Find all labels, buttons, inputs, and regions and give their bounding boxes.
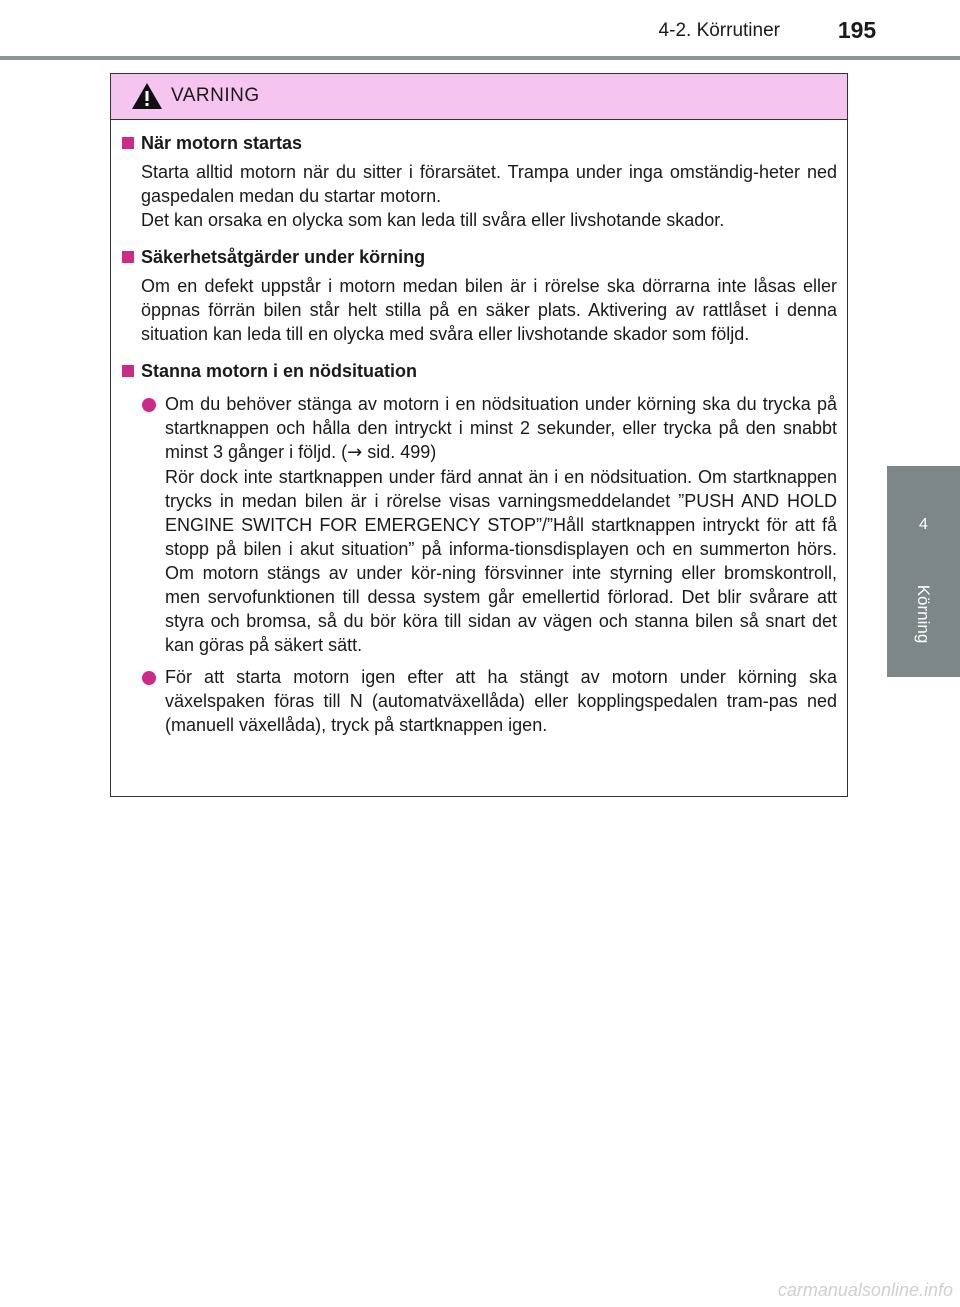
chapter-side-tab [887, 466, 960, 677]
warning-triangle-icon [131, 82, 163, 110]
list-item [121, 392, 837, 657]
paragraph [165, 392, 837, 465]
section-heading-text: När motorn startas [141, 133, 303, 153]
square-bullet-icon [122, 251, 134, 263]
section-heading [121, 244, 837, 270]
list-item [121, 665, 837, 737]
circle-bullet-icon [142, 398, 156, 412]
paragraph: Om en defekt uppstår i motorn medan bilen är i rörelse ska dörrarna inte låsas eller öppnas förrän bilen står helt stilla på en säker plats. Aktivering av rattlåset i denna situation kan leda till en olycka med svåra eller livshotande skador som följd. [141, 276, 837, 344]
arrow-right-icon: → [347, 442, 363, 463]
paragraph: Starta alltid motorn när du sitter i förarsätet. Trampa under inga omständig-heter ned gaspedalen medan du startar motorn. [141, 162, 837, 206]
page-reference: sid. 499) [362, 442, 437, 462]
paragraph: Det kan orsaka en olycka som kan leda till svåra eller livshotande skador. [141, 210, 725, 230]
circle-bullet-icon [142, 671, 156, 685]
section-heading-text: Stanna motorn i en nödsituation [141, 361, 417, 381]
square-bullet-icon [122, 137, 134, 149]
header-section-title: 4-2. Körrutiner [658, 20, 780, 41]
section-heading-text: Säkerhetsåtgärder under körning [141, 247, 426, 267]
section-heading [121, 130, 837, 156]
warning-header [111, 74, 847, 120]
bullet-text: Om du behöver stänga av motorn i en nödsituation under körning ska du trycka på startknappen och hålla den intryckt i minst 2 sekunder, eller trycka på den snabbt minst 3 gånger i följd. ( [165, 394, 837, 462]
watermark: carmanualsonline.info [777, 1280, 953, 1300]
warning-box [110, 73, 848, 797]
section-starting-engine [121, 130, 837, 232]
section-driving-precautions [121, 244, 837, 346]
header-divider [0, 56, 960, 60]
square-bullet-icon [122, 365, 134, 377]
section-emergency-stop [121, 358, 837, 737]
paragraph: Rör dock inte startknappen under färd annat än i en nödsituation. Om startknappen trycks in medan bilen är i rörelse visas varningsmeddelandet ”PUSH AND HOLD ENGINE SWITCH FOR EMERGENCY STOP”/”Håll startknappen intryckt för att få stopp på bilen i akut situation” på informa-tionsdisplayen och en summerton hörs. Om motorn stängs av under kör-ning försvinner inte styrning eller bromskontroll, men servofunktionen till dessa system går emellertid förlorad. Det blir svårare att styra och bromsa, så du bör köra till sidan av vägen och stanna bilen så snart det kan göras på säkert sätt. [165, 467, 837, 655]
section-heading [121, 358, 837, 384]
warning-title: VARNING [171, 85, 260, 106]
page-number: 195 [837, 17, 877, 43]
chapter-label: Körning [914, 584, 933, 644]
paragraph: För att starta motorn igen efter att ha stängt av motorn under körning ska växelspaken föras till N (automatväxellåda) eller kopplingspedalen tram-pas ned (manuell växellåda), tryck på startknappen igen. [165, 667, 837, 735]
chapter-number: 4 [919, 516, 928, 533]
warning-body [111, 120, 847, 737]
